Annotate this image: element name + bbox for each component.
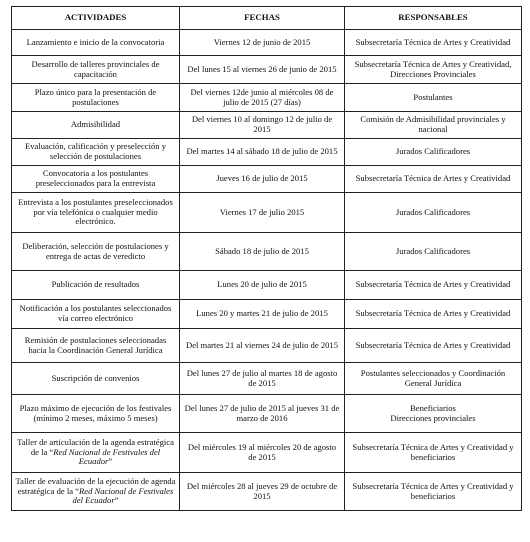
date-cell: Del lunes 27 de julio de 2015 al jueves 31 de marzo de 2016: [180, 395, 345, 433]
activity-cell: Notificación a los postulantes seleccionados vía correo electrónico: [12, 300, 180, 329]
activity-cell: Entrevista a los postulantes preseleccionados por vía telefónica o cualquier medio electrónico.: [12, 193, 180, 233]
activity-cell: Plazo único para la presentación de postulaciones: [12, 84, 180, 112]
table-row: [12, 473, 522, 511]
date-cell: Del martes 21 al viernes 24 de julio de 2015: [180, 329, 345, 363]
activity-cell: Remisión de postulaciones seleccionadas hacia la Coordinación General Jurídica: [12, 329, 180, 363]
responsible-cell: Jurados Calificadores: [345, 139, 522, 166]
header-responsables: RESPONSABLES: [345, 7, 522, 30]
table-row: [12, 84, 522, 112]
date-cell: Del lunes 27 de julio al martes 18 de agosto de 2015: [180, 363, 345, 395]
activity-cell: Lanzamiento e inicio de la convocatoria: [12, 30, 180, 56]
date-cell: Del viernes 10 al domingo 12 de julio de 2015: [180, 112, 345, 139]
activity-cell: Suscripción de convenios: [12, 363, 180, 395]
responsible-cell: Subsecretaría Técnica de Artes y Creatividad y beneficiarios: [345, 473, 522, 511]
table-row: [12, 271, 522, 300]
activity-cell: [12, 473, 180, 511]
schedule-table: [11, 6, 522, 511]
header-actividades: ACTIVIDADES: [12, 7, 180, 30]
date-cell: Lunes 20 de julio de 2015: [180, 271, 345, 300]
activity-cell: Plazo máximo de ejecución de los festivales (mínimo 2 meses, máximo 5 meses): [12, 395, 180, 433]
table-row: [12, 166, 522, 193]
activity-cell: Deliberación, selección de postulaciones y entrega de actas de veredicto: [12, 233, 180, 271]
date-cell: Del miércoles 19 al miércoles 20 de agosto de 2015: [180, 433, 345, 473]
date-cell: Lunes 20 y martes 21 de julio de 2015: [180, 300, 345, 329]
responsible-cell: Beneficiarios Direcciones provinciales: [345, 395, 522, 433]
activity-cell: Convocatoria a los postulantes preseleccionados para la entrevista: [12, 166, 180, 193]
date-cell: Sábado 18 de julio de 2015: [180, 233, 345, 271]
table-row: [12, 395, 522, 433]
responsible-cell: Subsecretaría Técnica de Artes y Creatividad y beneficiarios: [345, 433, 522, 473]
network-name: Red Nacional de Festivales del Ecuador: [53, 446, 161, 467]
table-row: [12, 329, 522, 363]
date-cell: Del viernes 12de junio al miércoles 08 de julio de 2015 (27 días): [180, 84, 345, 112]
table-row: [12, 193, 522, 233]
activity-cell: Desarrollo de talleres provinciales de capacitación: [12, 56, 180, 84]
table-row: [12, 56, 522, 84]
responsible-cell: Jurados Calificadores: [345, 233, 522, 271]
table-row: [12, 112, 522, 139]
responsible-cell: Subsecretaría Técnica de Artes y Creatividad: [345, 300, 522, 329]
responsible-cell: Subsecretaría Técnica de Artes y Creatividad: [345, 166, 522, 193]
table-row: [12, 363, 522, 395]
date-cell: Viernes 12 de junio de 2015: [180, 30, 345, 56]
date-cell: Del lunes 15 al viernes 26 de junio de 2015: [180, 56, 345, 84]
activity-cell: Admisibilidad: [12, 112, 180, 139]
table-row: [12, 233, 522, 271]
header-fechas: FECHAS: [180, 7, 345, 30]
date-cell: Viernes 17 de julio 2015: [180, 193, 345, 233]
date-cell: Del miércoles 28 al jueves 29 de octubre de 2015: [180, 473, 345, 511]
table-row: [12, 139, 522, 166]
date-cell: Jueves 16 de julio de 2015: [180, 166, 345, 193]
responsible-cell: Postulantes: [345, 84, 522, 112]
closing-quote: ”: [114, 495, 119, 506]
table-row: [12, 30, 522, 56]
date-cell: Del martes 14 al sábado 18 de julio de 2015: [180, 139, 345, 166]
activity-cell: Evaluación, calificación y preselección y selección de postulaciones: [12, 139, 180, 166]
network-name: Red Nacional de Festivales del Ecuador: [72, 485, 174, 506]
responsible-cell: Subsecretaría Técnica de Artes y Creatividad, Direcciones Provinciales: [345, 56, 522, 84]
responsible-cell: Subsecretaría Técnica de Artes y Creatividad: [345, 329, 522, 363]
table-row: [12, 300, 522, 329]
responsible-cell: Subsecretaría Técnica de Artes y Creatividad: [345, 271, 522, 300]
activity-text: Taller de evaluación de la ejecución de agenda estratégica de la “: [15, 476, 176, 496]
responsible-cell: Subsecretaría Técnica de Artes y Creatividad: [345, 30, 522, 56]
responsible-cell: Jurados Calificadores: [345, 193, 522, 233]
activity-cell: Publicación de resultados: [12, 271, 180, 300]
table-row: [12, 433, 522, 473]
header-row: [12, 7, 522, 30]
closing-quote: ”: [108, 456, 113, 467]
responsible-cell: Postulantes seleccionados y Coordinación General Jurídica: [345, 363, 522, 395]
activity-text: Taller de articulación de la agenda estratégica de la “: [17, 437, 174, 457]
responsible-cell: Comisión de Admisibilidad provinciales y nacional: [345, 112, 522, 139]
activity-cell: [12, 433, 180, 473]
